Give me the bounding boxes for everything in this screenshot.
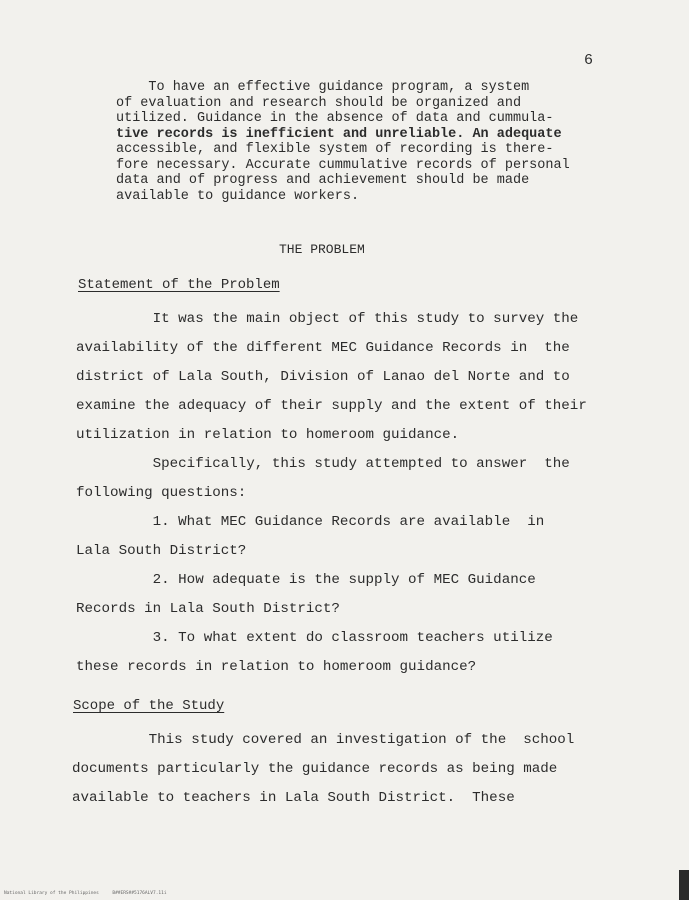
body-line: examine the adequacy of their supply and the extent of their	[76, 398, 587, 414]
scope-heading: Scope of the Study	[73, 698, 225, 714]
page-number: 6	[584, 52, 594, 69]
body-line: available to teachers in Lala South District. These	[72, 790, 515, 806]
body-line: It was the main object of this study to survey the	[76, 311, 579, 327]
intro-line: accessible, and flexible system of recording is there-	[116, 142, 554, 157]
body-line: utilization in relation to homeroom guidance.	[76, 427, 460, 443]
intro-line: available to guidance workers.	[116, 188, 360, 204]
intro-line: fore necessary. Accurate cummulative records of personal	[116, 157, 570, 173]
intro-line: To have an effective guidance program, a system	[116, 80, 530, 95]
statement-body	[76, 311, 646, 688]
section-title: THE PROBLEM	[279, 242, 365, 257]
body-line: following questions:	[76, 485, 247, 501]
body-line: availability of the different MEC Guidance Records in the	[76, 340, 570, 356]
scope-body	[72, 732, 642, 819]
intro-line: utilized. Guidance in the absence of data and cummula-	[116, 111, 554, 126]
archive-footer: National Library of the Philippines B##ERS##5176ALV7.11i	[4, 891, 167, 896]
body-line: documents particularly the guidance records as being made	[72, 761, 558, 777]
body-line: these records in relation to homeroom guidance?	[76, 659, 477, 675]
body-line: 1. What MEC Guidance Records are available in	[76, 514, 545, 530]
body-line: This study covered an investigation of the school	[72, 732, 575, 748]
body-line: Records in Lala South District?	[76, 601, 340, 617]
body-line: 3. To what extent do classroom teachers utilize	[76, 630, 553, 646]
intro-line: tive records is inefficient and unreliable. An adequate	[116, 126, 562, 142]
intro-line: data and of progress and achievement should be made	[116, 173, 530, 188]
body-line: Specifically, this study attempted to answer the	[76, 456, 570, 472]
intro-line: of evaluation and research should be organized and	[116, 95, 522, 111]
statement-heading: Statement of the Problem	[78, 277, 280, 293]
body-line: 2. How adequate is the supply of MEC Guidance	[76, 572, 536, 588]
intro-paragraph	[116, 80, 656, 204]
body-line: Lala South District?	[76, 543, 247, 559]
scan-edge	[679, 870, 689, 900]
body-line: district of Lala South, Division of Lanao del Norte and to	[76, 369, 570, 385]
